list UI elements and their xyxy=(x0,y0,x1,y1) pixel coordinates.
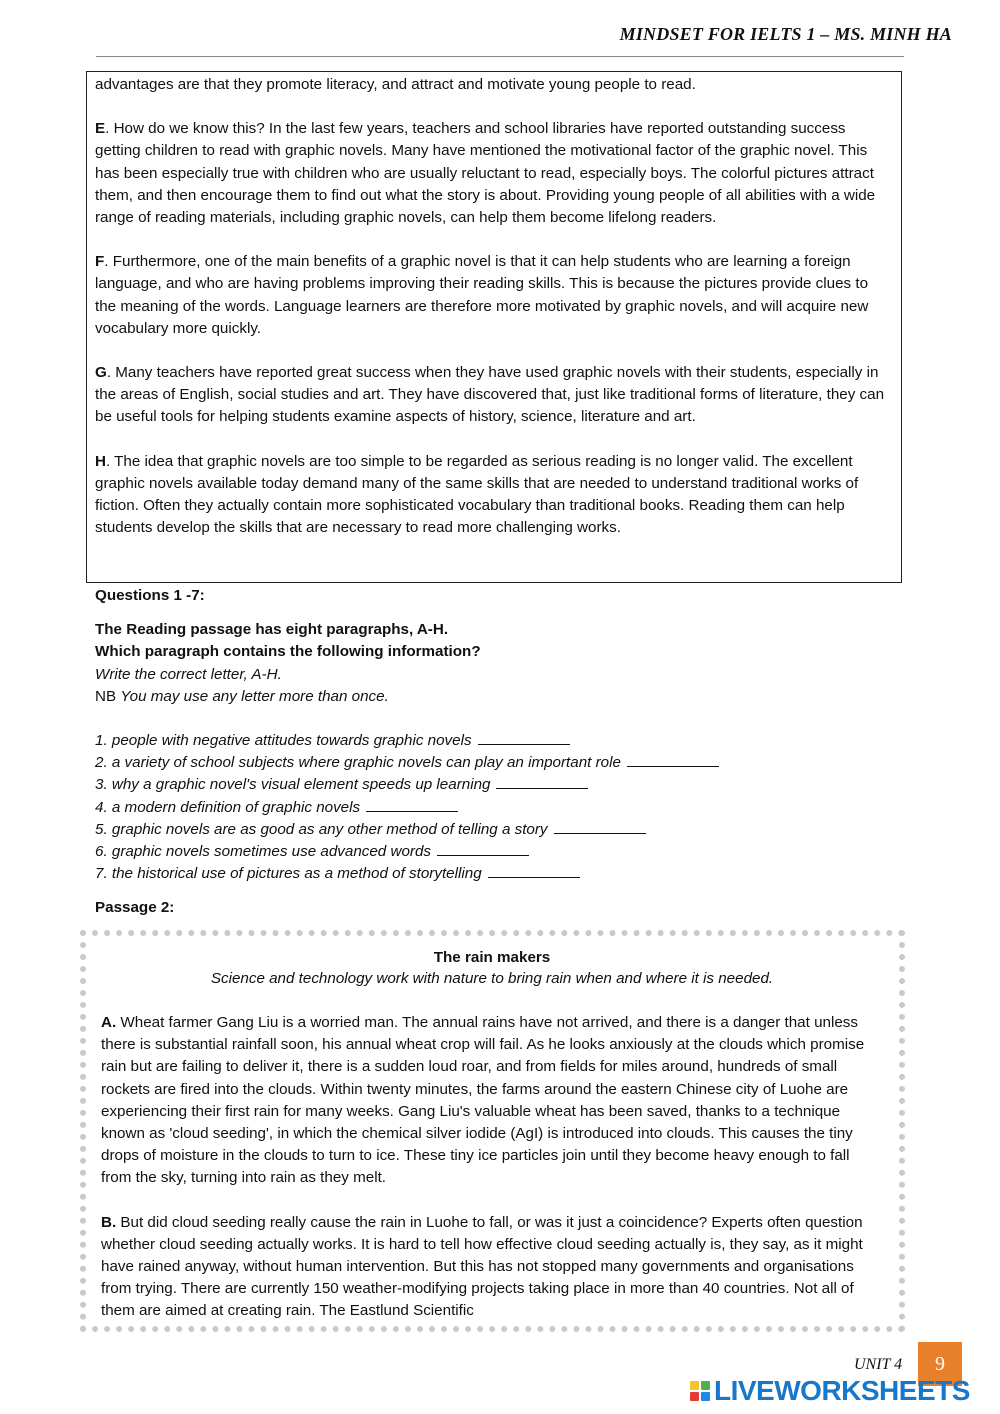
passage2-paragraph-a xyxy=(101,1012,883,1190)
paragraph-text: . Many teachers have reported great success when they have used graphic novels with their students, especially in the areas of English, social studies and art. They have discovered that, just like traditional forms of literature, they can be useful tools for helping students examine aspects of history, science, literature and art. xyxy=(95,364,885,426)
passage2-box xyxy=(80,930,905,1332)
header-divider xyxy=(96,56,904,57)
question-text: 1. people with negative attitudes towards graphic novels xyxy=(95,732,472,750)
question-item xyxy=(95,863,915,885)
question-list xyxy=(95,730,915,885)
question-text: 5. graphic novels are as good as any other method of telling a story xyxy=(95,820,548,838)
paragraph-text: Wheat farmer Gang Liu is a worried man. The annual rains have not arrived, and there is a danger that unless there is substantial rainfall soon, his annual wheat crop will fail. As he looks anxiously at the clouds which promise rain but are failing to deliver it, there is a sudden loud roar, and from fields for miles around, hundreds of small rockets are fired into the clouds. Within twenty minutes, the farms around the eastern Chinese city of Luohe are experiencing their first rain for many weeks. Gang Liu's valuable wheat has been saved, thanks to a technique known as 'cloud seeding', in which the chemical silver iodide (AgI) is introduced into clouds. This causes the tiny drops of moisture in the clouds to turn to ice. These tiny ice particles join until they become heavy enough to fall from the sky, turning into rain as they melt. xyxy=(101,1014,865,1187)
logo-square-icon xyxy=(690,1381,699,1390)
paragraph-text: . The idea that graphic novels are too simple to be regarded as serious reading is no longer valid. The excellent graphic novels available today demand many of the same skills that are needed to understand traditional works of fiction. Often they actually contain more sophisticated vocabulary than traditional books. Reading them can help students develop the skills that are necessary to read more challenging works. xyxy=(95,452,859,537)
passage1-paragraph-f xyxy=(95,251,893,340)
passage1-paragraph-e xyxy=(95,118,893,229)
paragraph-text: advantages are that they promote literacy, and attract and motivate young people to read. xyxy=(95,76,696,93)
liveworksheets-logo[interactable] xyxy=(690,1376,970,1406)
passage2-subtitle: Science and technology work with nature to bring rain when and where it is needed. xyxy=(210,970,774,987)
nb-note xyxy=(95,686,915,708)
passage1-paragraph-g xyxy=(95,362,893,429)
logo-square-icon xyxy=(690,1392,699,1401)
question-item xyxy=(95,841,915,863)
instruction-line-1: The Reading passage has eight paragraphs, A-H. xyxy=(95,621,449,639)
paragraph-letter: H xyxy=(95,452,106,470)
answer-blank[interactable] xyxy=(437,841,529,856)
question-text: 2. a variety of school subjects where graphic novels can play an important role xyxy=(95,754,621,772)
instruction-line-2: Which paragraph contains the following information? xyxy=(95,643,481,661)
paragraph-letter: G xyxy=(95,364,107,382)
answer-blank[interactable] xyxy=(366,797,458,812)
paragraph-text: . Furthermore, one of the main benefits of a graphic novel is that it can help students who are learning a foreign language, and who are having problems improving their reading skills. This is because the pictures provide clues to the meaning of the words. Language learners are therefore more motivated by graphic novels, and will acquire new vocabulary more quickly. xyxy=(95,253,869,337)
paragraph-letter: F xyxy=(95,253,105,271)
answer-blank[interactable] xyxy=(478,730,570,745)
questions-section xyxy=(95,585,915,885)
page-number-badge: 9 xyxy=(918,1342,962,1386)
question-item xyxy=(95,730,915,752)
answer-blank[interactable] xyxy=(496,774,588,789)
question-item xyxy=(95,819,915,841)
question-text: 7. the historical use of pictures as a method of storytelling xyxy=(95,865,482,883)
liveworksheets-wordmark: LIVEWORKSHEETS xyxy=(714,1375,970,1406)
paragraph-letter: B. xyxy=(101,1213,117,1231)
footer-unit-label: UNIT 4 xyxy=(854,1356,903,1373)
question-text: 6. graphic novels sometimes use advanced words xyxy=(95,843,431,861)
answer-blank[interactable] xyxy=(627,752,719,767)
question-item xyxy=(95,797,915,819)
passage1-box xyxy=(86,71,902,583)
passage2-title: The rain makers xyxy=(433,949,551,966)
paragraph-letter: A. xyxy=(101,1014,117,1031)
question-text: 3. why a graphic novel's visual element speeds up learning xyxy=(95,776,491,794)
answer-blank[interactable] xyxy=(488,863,580,878)
passage1-paragraph-continued xyxy=(95,74,893,96)
question-text: 4. a modern definition of graphic novels xyxy=(95,798,361,816)
passage1-paragraph-h xyxy=(95,451,893,540)
nb-label: NB xyxy=(95,687,117,705)
logo-square-icon xyxy=(701,1392,710,1401)
questions-heading: Questions 1 -7: xyxy=(95,587,205,604)
passage2-heading: Passage 2: xyxy=(95,899,175,916)
liveworksheets-icon xyxy=(690,1381,710,1401)
answer-blank[interactable] xyxy=(554,819,646,834)
paragraph-text: . How do we know this? In the last few years, teachers and school libraries have reported outstanding success getting children to read with graphic novels. Many have mentioned the motivational factor of the graphic novel. This has been especially true with children who are usually reluctant to read, especially boys. The colorful pictures attract them, and then encourage them to find out what the story is about. Providing young people of all abilities with a wide range of reading materials, including graphic novels, can help them become lifelong readers. xyxy=(95,120,876,227)
question-item xyxy=(95,752,915,774)
nb-text: You may use any letter more than once. xyxy=(120,687,389,705)
logo-square-icon xyxy=(701,1381,710,1390)
instruction-line-3: Write the correct letter, A-H. xyxy=(95,665,282,683)
question-item xyxy=(95,774,915,796)
paragraph-letter: E xyxy=(95,120,106,138)
passage2-paragraph-b xyxy=(101,1212,883,1323)
header-title: MINDSET FOR IELTS 1 – MS. MINH HA xyxy=(619,24,952,44)
paragraph-text: But did cloud seeding really cause the rain in Luohe to fall, or was it just a coincidence? Experts often question whether cloud seeding actually works. It is hard to tell how effective cloud seeding actually is, they say, as it might have rained anyway, without human intervention. But this has not stopped many governments and organisations from trying. There are currently 150 weather-modifying projects taking place in more than 40 countries. Not all of them are aimed at creating rain. The Eastlund Scientific xyxy=(101,1213,863,1320)
